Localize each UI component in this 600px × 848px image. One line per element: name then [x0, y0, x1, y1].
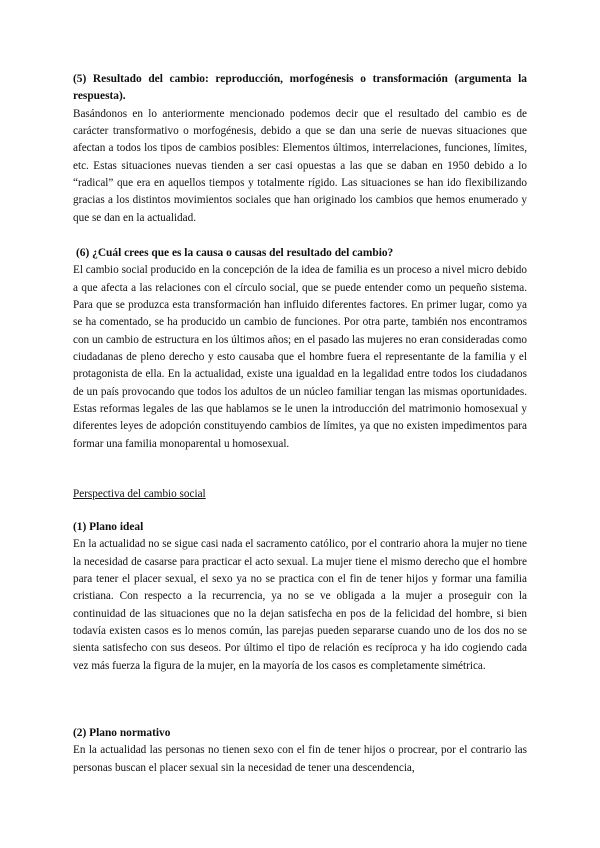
- section-5: [73, 71, 527, 227]
- perspectiva-section: [73, 486, 527, 503]
- section-5-body: Basándonos en lo anteriormente mencionado podemos decir que el resultado del cambio es de carácter transformativo o morfogénesis, debido a que se dan una serie de nuevas situaciones que afectan a todos los tipos de cambios posibles: Elementos últimos, interrelaciones, funciones, límites, etc. Estas situaciones nuevas tienden a ser casi opuestas a las que se daban en 1950 debido a lo “radical” que era en aquellos tiempos y totalmente rígido. Las situaciones se han ido flexibilizando gracias a los distintos movimientos sociales que han originado los cambios que hemos enumerado y que se dan en la actualidad.: [73, 107, 527, 224]
- plano-normativo-body: En la actualidad las personas no tienen sexo con el fin de tener hijos o procrear, por el contrario las personas buscan el placer sexual sin la necesidad de tener una descendencia,: [73, 744, 527, 774]
- plano-normativo-heading: (2) Plano normativo: [73, 727, 171, 739]
- perspectiva-title: Perspectiva del cambio social: [73, 488, 206, 500]
- plano-normativo-section: [73, 725, 527, 777]
- section-6-heading: (6) ¿Cuál crees que es la causa o causas del resultado del cambio?: [76, 247, 394, 259]
- plano-ideal-heading: (1) Plano ideal: [73, 521, 144, 533]
- section-6: [73, 245, 527, 453]
- plano-ideal-body: En la actualidad no se sigue casi nada el sacramento católico, por el contrario ahora la mujer no tiene la necesidad de casarse para practicar el acto sexual. La mujer tiene el mismo derecho que el hombre para tener el placer sexual, el sexo ya no se practica con el fin de tener hijos y formar una familia cristiana. Con respecto a la recurrencia, ya no se ve obligada a la mujer a proseguir con la continuidad de las situaciones que no la dejan satisfecha en pos de la felicidad del hombre, si bien todavía existen casos es lo menos común, las parejas pueden separarse cuando uno de los dos no se sienta satisfecho con sus deseos. Por último el tipo de relación es recíproca y ha ido cogiendo cada vez más fuerza la figura de la mujer, en la mayoría de los casos es completamente simétrica.: [73, 538, 527, 672]
- section-5-heading: (5) Resultado del cambio: reproducción, morfogénesis o transformación (argumenta la respuesta).: [73, 73, 527, 103]
- plano-ideal-section: [73, 519, 527, 675]
- section-6-body: El cambio social producido en la concepción de la idea de familia es un proceso a nivel micro debido a que afecta a las relaciones con el círculo social, que se puede entender como un pequeño sistema. Para que se produzca esta transformación han influido diferentes factores. En primer lugar, como ya se ha comentado, se ha producido un cambio de funciones. Por otra parte, también nos encontramos con un cambio de estructura en los últimos años; en el pasado las mujeres no eran consideradas como ciudadanas de pleno derecho y esto causaba que el hombre fuera el representante de la familia y el protagonista de ella. En la actualidad, existe una igualdad en la legalidad entre todos los ciudadanos de un país provocando que todos los adultos de un núcleo familiar tengan las mismas oportunidades. Estas reformas legales de las que hablamos se le unen la introducción del matrimonio homosexual y diferentes leyes de adopción constituyendo cambios de límites, ya que no existen impedimentos para formar una familia monoparental u homosexual.: [73, 264, 527, 450]
